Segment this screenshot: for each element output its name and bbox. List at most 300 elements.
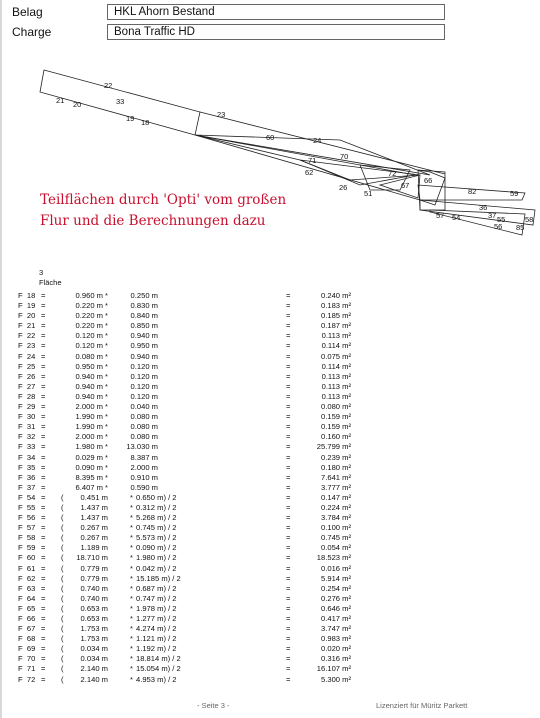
value-b: 4.274 m) / 2 xyxy=(136,624,177,634)
result-equals-sign: = xyxy=(286,432,291,442)
result-area: 25.799 m² xyxy=(316,442,351,452)
equals-sign: = xyxy=(41,523,46,533)
open-paren: ( xyxy=(61,492,64,502)
equals-sign: = xyxy=(41,422,46,432)
license-text: Lizenziert für Müritz Parkett xyxy=(376,701,468,710)
result-area: 0.417 m² xyxy=(321,614,351,623)
plan-label: 24 xyxy=(313,136,322,145)
result-area: 18.523 m² xyxy=(316,553,351,563)
plan-label: 60 xyxy=(266,133,275,142)
row-id: F 31 xyxy=(18,422,36,432)
equals-sign: = xyxy=(41,614,46,623)
row-id: F 65 xyxy=(18,603,36,613)
value-a: 0.779 m xyxy=(80,563,108,573)
multiply-sign: * xyxy=(130,593,133,603)
result-equals-sign: = xyxy=(286,321,291,331)
multiply-sign: * xyxy=(130,543,133,553)
multiply-sign: * xyxy=(105,432,108,442)
row-id: F 60 xyxy=(18,553,36,563)
column-header-flaeche: Fläche xyxy=(39,278,62,287)
plan-label: 33 xyxy=(116,97,125,106)
multiply-sign: * xyxy=(105,321,108,331)
result-area: 0.183 m² xyxy=(321,301,351,311)
result-equals-sign: = xyxy=(286,462,291,472)
result-equals-sign: = xyxy=(286,634,291,644)
equals-sign: = xyxy=(41,482,46,492)
result-area: 7.641 m² xyxy=(321,472,351,482)
value-a: 1.753 m xyxy=(80,634,108,644)
open-paren: ( xyxy=(61,624,64,634)
open-paren: ( xyxy=(61,654,64,664)
result-area: 0.239 m² xyxy=(321,452,351,462)
result-area: 3.777 m² xyxy=(321,482,351,492)
plan-label: 56 xyxy=(494,222,503,231)
equals-sign: = xyxy=(41,371,46,381)
result-area: 0.316 m² xyxy=(321,654,351,664)
multiply-sign: * xyxy=(105,442,108,452)
result-area: 0.159 m² xyxy=(321,412,351,422)
result-area: 3.784 m² xyxy=(321,513,351,523)
row-id: F 20 xyxy=(18,311,36,321)
value-a: 1.437 m xyxy=(80,513,108,523)
open-paren: ( xyxy=(61,593,64,603)
result-equals-sign: = xyxy=(286,361,291,371)
result-area: 0.114 m² xyxy=(321,341,351,351)
multiply-sign: * xyxy=(130,523,133,533)
equals-sign: = xyxy=(41,603,46,613)
value-b: 1.121 m) / 2 xyxy=(136,634,177,644)
equals-sign: = xyxy=(41,513,46,523)
result-area: 0.016 m² xyxy=(321,563,351,573)
equals-sign: = xyxy=(41,452,46,462)
multiply-sign: * xyxy=(130,603,133,613)
value-a: 0.120 m xyxy=(75,331,103,341)
value-a: 1.189 m xyxy=(80,543,108,553)
value-a: 1.980 m xyxy=(75,442,103,452)
value-a: 2.140 m xyxy=(80,664,108,674)
row-id: F 57 xyxy=(18,523,36,533)
result-area: 0.113 m² xyxy=(321,371,351,381)
result-equals-sign: = xyxy=(286,351,291,361)
equals-sign: = xyxy=(41,432,46,442)
equals-sign: = xyxy=(41,341,46,351)
multiply-sign: * xyxy=(105,371,108,381)
value-a: 1.990 m xyxy=(75,422,103,432)
plan-label: 67 xyxy=(401,181,410,190)
equals-sign: = xyxy=(41,533,46,543)
row-id: F 33 xyxy=(18,442,36,452)
result-equals-sign: = xyxy=(286,502,291,512)
equals-sign: = xyxy=(41,502,46,512)
row-id: F 35 xyxy=(18,462,36,472)
value-b: 18.814 m) / 2 xyxy=(136,654,181,664)
row-id: F 58 xyxy=(18,533,36,543)
value-a: 1.753 m xyxy=(80,624,108,634)
row-id: F 37 xyxy=(18,482,36,492)
multiply-sign: * xyxy=(130,624,133,634)
equals-sign: = xyxy=(41,361,46,371)
value-a: 0.940 m xyxy=(75,391,103,401)
open-paren: ( xyxy=(61,523,64,533)
multiply-sign: * xyxy=(105,301,108,311)
value-b: 0.080 m xyxy=(130,412,158,422)
value-a: 1.990 m xyxy=(75,412,103,422)
result-area: 0.187 m² xyxy=(321,321,351,331)
row-id: F 21 xyxy=(18,321,36,331)
value-a: 0.960 m xyxy=(75,291,103,300)
result-area: 0.080 m² xyxy=(321,402,351,412)
row-id: F 29 xyxy=(18,402,36,412)
multiply-sign: * xyxy=(130,553,133,563)
multiply-sign: * xyxy=(105,482,108,492)
open-paren: ( xyxy=(61,614,64,623)
result-equals-sign: = xyxy=(286,563,291,573)
value-b: 1.277 m) / 2 xyxy=(136,614,177,623)
equals-sign: = xyxy=(41,311,46,321)
result-equals-sign: = xyxy=(286,513,291,523)
value-a: 0.090 m xyxy=(75,462,103,472)
result-area: 0.054 m² xyxy=(321,543,351,553)
value-a: 0.653 m xyxy=(80,614,108,623)
multiply-sign: * xyxy=(130,664,133,674)
result-equals-sign: = xyxy=(286,523,291,533)
value-a: 2.000 m xyxy=(75,432,103,442)
row-id: F 72 xyxy=(18,674,36,684)
result-equals-sign: = xyxy=(286,472,291,482)
open-paren: ( xyxy=(61,583,64,593)
row-id: F 25 xyxy=(18,361,36,371)
result-area: 0.276 m² xyxy=(321,593,351,603)
plan-label: 71 xyxy=(308,156,317,165)
result-equals-sign: = xyxy=(286,664,291,674)
plan-label: 55 xyxy=(497,215,506,224)
value-a: 0.267 m xyxy=(80,533,108,543)
value-b: 0.747 m) / 2 xyxy=(136,593,177,603)
multiply-sign: * xyxy=(105,412,108,422)
value-b: 5.573 m) / 2 xyxy=(136,533,177,543)
value-a: 0.220 m xyxy=(75,301,103,311)
multiply-sign: * xyxy=(105,341,108,351)
multiply-sign: * xyxy=(130,634,133,644)
value-b: 0.830 m xyxy=(130,301,158,311)
result-equals-sign: = xyxy=(286,371,291,381)
charge-field: Bona Traffic HD xyxy=(107,24,445,40)
value-a: 0.220 m xyxy=(75,321,103,331)
result-area: 0.147 m² xyxy=(321,492,351,502)
multiply-sign: * xyxy=(105,291,108,300)
row-id: F 55 xyxy=(18,502,36,512)
result-area: 0.240 m² xyxy=(321,291,351,300)
open-paren: ( xyxy=(61,573,64,583)
multiply-sign: * xyxy=(105,391,108,401)
result-area: 0.983 m² xyxy=(321,634,351,644)
result-area: 16.107 m² xyxy=(316,664,351,674)
value-a: 0.451 m xyxy=(80,492,108,502)
plan-label: 21 xyxy=(56,96,65,105)
result-equals-sign: = xyxy=(286,291,291,300)
equals-sign: = xyxy=(41,291,46,300)
row-id: F 22 xyxy=(18,331,36,341)
result-area: 3.747 m² xyxy=(321,624,351,634)
value-a: 0.220 m xyxy=(75,311,103,321)
value-a: 0.034 m xyxy=(80,654,108,664)
result-area: 0.159 m² xyxy=(321,422,351,432)
multiply-sign: * xyxy=(130,644,133,654)
equals-sign: = xyxy=(41,624,46,634)
plan-label: 57 xyxy=(436,211,445,220)
row-id: F 30 xyxy=(18,412,36,422)
plan-label: 37 xyxy=(488,211,497,220)
value-b: 1.192 m) / 2 xyxy=(136,644,177,654)
result-equals-sign: = xyxy=(286,311,291,321)
result-area: 0.113 m² xyxy=(321,391,351,401)
result-area: 0.020 m² xyxy=(321,644,351,654)
result-equals-sign: = xyxy=(286,301,291,311)
result-area: 0.254 m² xyxy=(321,583,351,593)
row-id: F 24 xyxy=(18,351,36,361)
equals-sign: = xyxy=(41,321,46,331)
plan-label: 85 xyxy=(516,223,525,232)
row-id: F 18 xyxy=(18,291,36,300)
value-b: 1.978 m) / 2 xyxy=(136,603,177,613)
multiply-sign: * xyxy=(105,351,108,361)
value-a: 18.710 m xyxy=(76,553,108,563)
result-area: 0.113 m² xyxy=(321,381,351,391)
value-b: 0.650 m) / 2 xyxy=(136,492,177,502)
value-a: 8.395 m xyxy=(75,472,103,482)
value-a: 2.140 m xyxy=(80,674,108,684)
multiply-sign: * xyxy=(105,311,108,321)
result-equals-sign: = xyxy=(286,402,291,412)
row-id: F 26 xyxy=(18,371,36,381)
row-id: F 36 xyxy=(18,472,36,482)
value-b: 0.910 m xyxy=(130,472,158,482)
row-id: F 32 xyxy=(18,432,36,442)
equals-sign: = xyxy=(41,492,46,502)
value-a: 0.080 m xyxy=(75,351,103,361)
value-b: 15.185 m) / 2 xyxy=(136,573,181,583)
equals-sign: = xyxy=(41,644,46,654)
result-equals-sign: = xyxy=(286,341,291,351)
value-a: 0.940 m xyxy=(75,381,103,391)
open-paren: ( xyxy=(61,543,64,553)
value-b: 0.745 m) / 2 xyxy=(136,523,177,533)
value-b: 0.950 m xyxy=(130,341,158,351)
value-b: 0.840 m xyxy=(130,311,158,321)
equals-sign: = xyxy=(41,593,46,603)
result-area: 5.914 m² xyxy=(321,573,351,583)
multiply-sign: * xyxy=(105,402,108,412)
multiply-sign: * xyxy=(130,614,133,623)
result-equals-sign: = xyxy=(286,482,291,492)
multiply-sign: * xyxy=(105,381,108,391)
plan-label: 26 xyxy=(339,183,348,192)
multiply-sign: * xyxy=(130,502,133,512)
result-equals-sign: = xyxy=(286,624,291,634)
result-equals-sign: = xyxy=(286,452,291,462)
annotation-line-2: Flur und die Berechnungen dazu xyxy=(40,213,266,229)
result-area: 0.224 m² xyxy=(321,502,351,512)
equals-sign: = xyxy=(41,442,46,452)
result-area: 0.113 m² xyxy=(321,331,351,341)
result-equals-sign: = xyxy=(286,381,291,391)
row-id: F 59 xyxy=(18,543,36,553)
equals-sign: = xyxy=(41,301,46,311)
equals-sign: = xyxy=(41,402,46,412)
row-id: F 63 xyxy=(18,583,36,593)
row-id: F 67 xyxy=(18,624,36,634)
value-b: 0.687 m) / 2 xyxy=(136,583,177,593)
result-equals-sign: = xyxy=(286,674,291,684)
equals-sign: = xyxy=(41,553,46,563)
open-paren: ( xyxy=(61,634,64,644)
value-b: 0.120 m xyxy=(130,371,158,381)
equals-sign: = xyxy=(41,351,46,361)
plan-label: 54 xyxy=(452,213,461,222)
result-equals-sign: = xyxy=(286,644,291,654)
equals-sign: = xyxy=(41,391,46,401)
result-area: 0.646 m² xyxy=(321,603,351,613)
plan-label: 72 xyxy=(388,169,397,178)
row-id: F 64 xyxy=(18,593,36,603)
value-a: 0.029 m xyxy=(75,452,103,462)
open-paren: ( xyxy=(61,563,64,573)
result-equals-sign: = xyxy=(286,654,291,664)
plan-label: 22 xyxy=(104,81,113,90)
result-area: 0.180 m² xyxy=(321,462,351,472)
open-paren: ( xyxy=(61,502,64,512)
multiply-sign: * xyxy=(105,361,108,371)
result-equals-sign: = xyxy=(286,391,291,401)
value-b: 0.040 m xyxy=(130,402,158,412)
multiply-sign: * xyxy=(130,583,133,593)
result-equals-sign: = xyxy=(286,593,291,603)
result-equals-sign: = xyxy=(286,603,291,613)
row-id: F 34 xyxy=(18,452,36,462)
value-b: 0.042 m) / 2 xyxy=(136,563,177,573)
result-equals-sign: = xyxy=(286,533,291,543)
row-id: F 69 xyxy=(18,644,36,654)
open-paren: ( xyxy=(61,533,64,543)
column-number: 3 xyxy=(39,268,44,277)
belag-label: Belag xyxy=(12,5,43,19)
row-id: F 23 xyxy=(18,341,36,351)
result-area: 0.114 m² xyxy=(321,361,351,371)
equals-sign: = xyxy=(41,674,46,684)
plan-label: 36 xyxy=(479,203,488,212)
plan-label: 66 xyxy=(424,176,433,185)
row-id: F 61 xyxy=(18,563,36,573)
result-area: 0.160 m² xyxy=(321,432,351,442)
row-id: F 70 xyxy=(18,654,36,664)
equals-sign: = xyxy=(41,472,46,482)
plan-label: 20 xyxy=(73,100,82,109)
plan-label: 59 xyxy=(510,189,519,198)
equals-sign: = xyxy=(41,664,46,674)
value-a: 0.653 m xyxy=(80,603,108,613)
row-id: F 54 xyxy=(18,492,36,502)
annotation-note xyxy=(40,190,286,232)
result-equals-sign: = xyxy=(286,422,291,432)
multiply-sign: * xyxy=(105,472,108,482)
equals-sign: = xyxy=(41,462,46,472)
result-equals-sign: = xyxy=(286,492,291,502)
value-b: 8.387 m xyxy=(130,452,158,462)
value-a: 0.740 m xyxy=(80,593,108,603)
value-b: 5.268 m) / 2 xyxy=(136,513,177,523)
plan-label: 18 xyxy=(141,118,150,127)
plan-label: 62 xyxy=(305,168,314,177)
equals-sign: = xyxy=(41,654,46,664)
plan-label: 82 xyxy=(468,187,477,196)
value-b: 0.080 m xyxy=(130,422,158,432)
result-equals-sign: = xyxy=(286,442,291,452)
multiply-sign: * xyxy=(130,513,133,523)
charge-label: Charge xyxy=(12,25,52,39)
value-b: 0.090 m) / 2 xyxy=(136,543,177,553)
annotation-line-1: Teilflächen durch 'Opti' vom großen xyxy=(40,192,287,208)
result-area: 0.185 m² xyxy=(321,311,351,321)
plan-label: 51 xyxy=(364,189,373,198)
row-id: F 28 xyxy=(18,391,36,401)
row-id: F 27 xyxy=(18,381,36,391)
result-area: 5.300 m² xyxy=(321,674,351,684)
equals-sign: = xyxy=(41,573,46,583)
value-a: 2.000 m xyxy=(75,402,103,412)
multiply-sign: * xyxy=(130,674,133,684)
row-id: F 66 xyxy=(18,614,36,623)
value-b: 0.120 m xyxy=(130,381,158,391)
multiply-sign: * xyxy=(105,422,108,432)
value-a: 0.120 m xyxy=(75,341,103,351)
equals-sign: = xyxy=(41,563,46,573)
value-b: 0.940 m xyxy=(130,331,158,341)
value-b: 0.120 m xyxy=(130,361,158,371)
value-a: 0.740 m xyxy=(80,583,108,593)
value-b: 0.850 m xyxy=(130,321,158,331)
result-equals-sign: = xyxy=(286,412,291,422)
row-id: F 68 xyxy=(18,634,36,644)
value-a: 6.407 m xyxy=(75,482,103,492)
value-b: 0.120 m xyxy=(130,391,158,401)
value-a: 0.779 m xyxy=(80,573,108,583)
value-b: 0.590 m xyxy=(130,482,158,492)
open-paren: ( xyxy=(61,553,64,563)
value-b: 1.980 m) / 2 xyxy=(136,553,177,563)
value-b: 2.000 m xyxy=(130,462,158,472)
equals-sign: = xyxy=(41,381,46,391)
result-equals-sign: = xyxy=(286,583,291,593)
value-a: 0.267 m xyxy=(80,523,108,533)
plan-label: 19 xyxy=(126,114,135,123)
value-b: 4.953 m) / 2 xyxy=(136,674,177,684)
row-id: F 19 xyxy=(18,301,36,311)
result-equals-sign: = xyxy=(286,573,291,583)
open-paren: ( xyxy=(61,674,64,684)
equals-sign: = xyxy=(41,634,46,644)
multiply-sign: * xyxy=(130,533,133,543)
open-paren: ( xyxy=(61,513,64,523)
belag-field: HKL Ahorn Bestand xyxy=(107,4,445,20)
multiply-sign: * xyxy=(130,563,133,573)
open-paren: ( xyxy=(61,664,64,674)
equals-sign: = xyxy=(41,543,46,553)
multiply-sign: * xyxy=(105,331,108,341)
multiply-sign: * xyxy=(130,654,133,664)
page-number: - Seite 3 - xyxy=(197,701,230,710)
result-equals-sign: = xyxy=(286,614,291,623)
value-b: 0.250 m xyxy=(130,291,158,300)
